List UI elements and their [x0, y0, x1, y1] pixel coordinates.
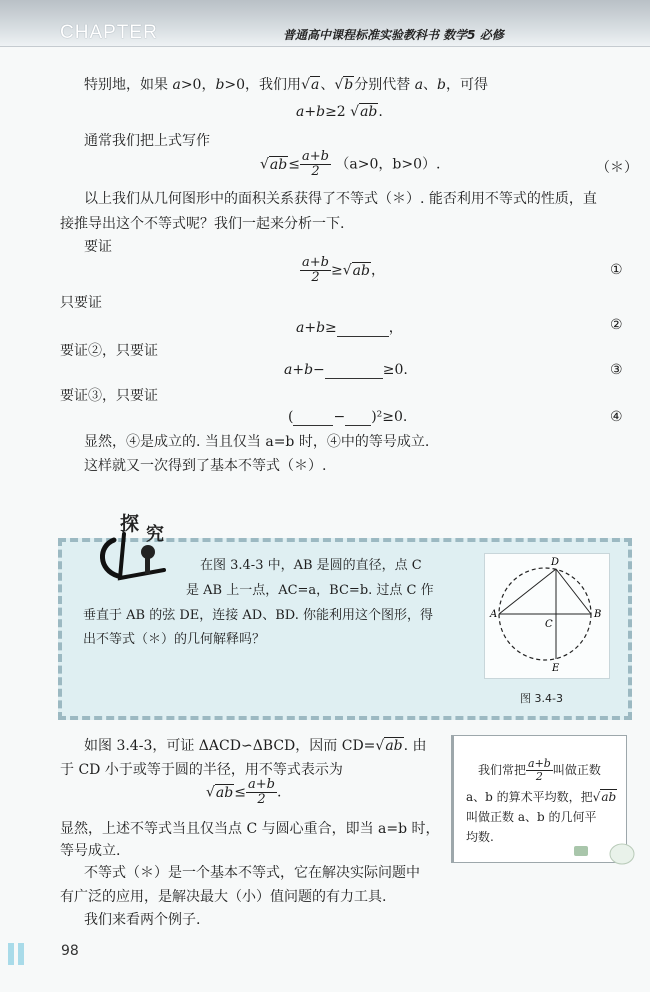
equation-star: √ab≤ $\frac{a+b}{2}$ （a>0，b>0）.: [260, 149, 441, 179]
equation-1: a+b≥2 √ab.: [296, 104, 383, 120]
explore-badge: [84, 500, 194, 586]
lower-line-1: 如图 3.4-3，可证 ΔACD∽ΔBCD，因而 CD=√ab. 由: [84, 738, 427, 754]
fill-blank: [325, 362, 383, 379]
sidebar-corner-decoration: [570, 840, 640, 870]
equation-star-number: （＊）: [596, 160, 638, 176]
explore-line-3: 垂直于 AB 的弦 DE，连接 AD、BD. 你能利用这个图形，得: [83, 608, 433, 623]
book-title: 普通高中课程标准实验教科书 数学5 必修: [283, 28, 504, 42]
equation-4: ( − )²≥0.: [288, 409, 408, 425]
circle-figure: [484, 553, 608, 677]
lower-line-3: 显然，上述不等式当且仅当点 C 与圆心重合，即当 a=b 时，: [60, 821, 440, 837]
lower-line-2: 于 CD 小于或等于圆的半径，用不等式表示为: [60, 762, 343, 778]
equation-number-3: ③: [610, 362, 623, 378]
equation-number-1: ①: [610, 262, 623, 278]
lower-line-5: 不等式（＊）是一个基本不等式，它在解决实际问题中: [84, 865, 420, 881]
body-line-8: 要证③，只要证: [60, 388, 158, 404]
lower-line-7: 我们来看两个例子.: [84, 912, 201, 928]
page-number: 98: [61, 943, 79, 959]
fill-blank: [345, 409, 371, 426]
explore-badge-char-2: 究: [146, 524, 164, 545]
explore-line-1: 在图 3.4-3 中，AB 是圆的直径，点 C: [200, 558, 422, 573]
body-line-2: 通常我们把上式写作: [84, 133, 210, 149]
chapter-label: CHAPTER: [60, 22, 158, 43]
equation-2: a+b≥ ，: [296, 320, 403, 336]
page-header: [0, 0, 650, 47]
body-line-4: 接推导出这个不等式呢？我们一起来分析一下.: [60, 216, 345, 232]
sidebar-line-2: a、b 的算术平均数，把√ab: [466, 790, 617, 804]
body-line-10: 这样就又一次得到了基本不等式（＊）.: [84, 458, 327, 474]
body-line-9: 显然，④是成立的. 当且仅当 a=b 时，④中的等号成立.: [84, 434, 430, 450]
body-line-5: 要证: [84, 239, 112, 255]
label-c: C: [545, 619, 553, 630]
sidebar-line-3: 叫做正数 a、b 的几何平: [466, 810, 597, 824]
body-line-1: 特别地，如果 a>0，b>0，我们用√a、√b分别代替 a、b，可得: [84, 77, 489, 93]
equation-number-4: ④: [610, 409, 623, 425]
label-e: E: [552, 663, 560, 674]
fill-blank: [293, 409, 333, 426]
sidebar-line-1: 我们常把 $\frac{a+b}{2}$ 叫做正数: [478, 757, 601, 783]
sidebar-line-4: 均数.: [466, 830, 494, 844]
explore-line-2: 是 AB 上一点，AC=a，BC=b. 过点 C 作: [186, 583, 434, 598]
margin-tab-decoration: [8, 943, 14, 965]
label-d: D: [551, 557, 560, 568]
fill-blank: [337, 320, 389, 337]
body-line-3: 以上我们从几何图形中的面积关系获得了不等式（＊）. 能否利用不等式的性质，直: [84, 191, 597, 207]
margin-tab-decoration: [18, 943, 24, 965]
label-b: B: [594, 609, 602, 620]
equation-number-2: ②: [610, 317, 623, 333]
lower-line-4: 等号成立.: [60, 843, 121, 859]
lower-equation: √ab≤ $\frac{a+b}{2}$ .: [206, 777, 282, 807]
lower-line-6: 有广泛的应用，是解决最大（小）值问题的有力工具.: [60, 889, 387, 905]
body-line-7: 要证②，只要证: [60, 343, 158, 359]
explore-badge-char-1: 探: [120, 513, 140, 535]
equation-1-circled: $\frac{a+b}{2}$ ≥√ab，: [302, 255, 385, 285]
body-line-6: 只要证: [60, 295, 102, 311]
label-a: A: [490, 609, 498, 620]
figure-caption: 图 3.4-3: [520, 692, 563, 705]
equation-3: a+b− ≥0.: [284, 362, 408, 378]
explore-line-4: 出不等式（＊）的几何解释吗？: [83, 632, 266, 647]
